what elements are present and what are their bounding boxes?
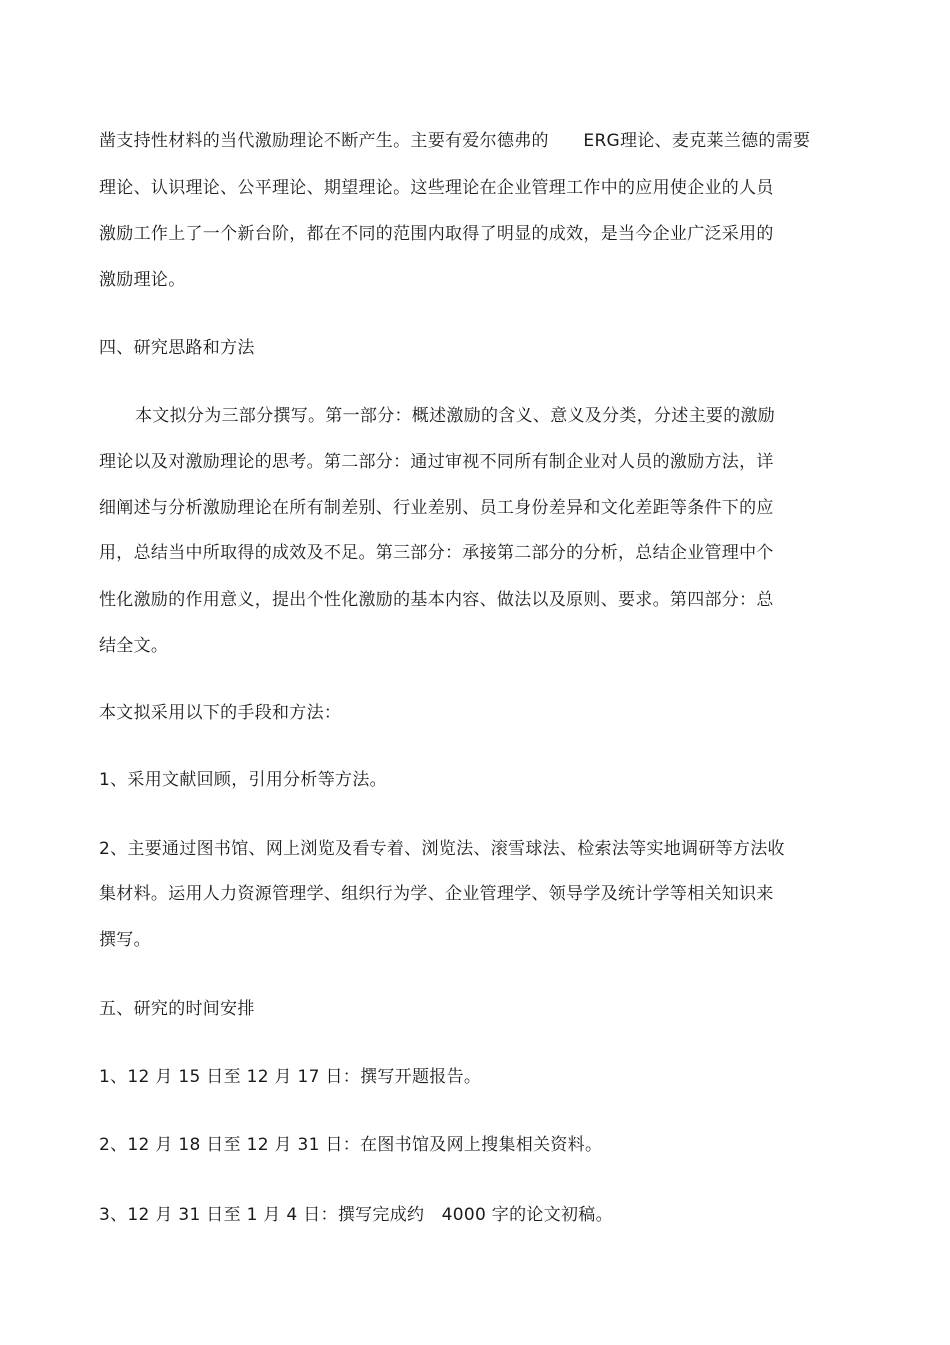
section4-paragraph-line-1: 本文拟分为三部分撰写。第一部分：概述激励的含义、意义及分类，分述主要的激励 — [135, 406, 776, 426]
section4-paragraph-line-4: 用，总结当中所取得的成效及不足。第三部分：承接第二部分的分析，总结企业管理中个 — [99, 543, 774, 563]
intro-line-4: 激励理论。 — [99, 270, 186, 290]
method-item-2-line-1: 2、主要通过图书馆、网上浏览及看专着、浏览法、滚雪球法、检索法等实地调研等方法收 — [99, 839, 785, 859]
section4-heading: 四、研究思路和方法 — [99, 338, 255, 358]
method-item-2-line-2: 集材料。运用人力资源管理学、组织行为学、企业管理学、领导学及统计学等相关知识来 — [99, 884, 774, 904]
section4-paragraph-line-3: 细阐述与分析激励理论在所有制差别、行业差别、员工身份差异和文化差距等条件下的应 — [99, 498, 774, 518]
schedule-item-3: 3、12 月 31 日至 1 月 4 日：撰写完成约 4000 字的论文初稿。 — [99, 1205, 613, 1225]
intro-line-3: 激励工作上了一个新台阶，都在不同的范围内取得了明显的成效，是当今企业广泛采用的 — [99, 224, 774, 244]
schedule-item-2: 2、12 月 18 日至 12 月 31 日：在图书馆及网上搜集相关资料。 — [99, 1135, 603, 1155]
method-item-1: 1、采用文献回顾，引用分析等方法。 — [99, 770, 387, 790]
intro-line-1: 凿支持性材料的当代激励理论不断产生。主要有爱尔德弗的 ERG理论、麦克莱兰德的需要 — [99, 131, 811, 151]
methods-intro: 本文拟采用以下的手段和方法： — [99, 703, 342, 723]
intro-line-2: 理论、认识理论、公平理论、期望理论。这些理论在企业管理工作中的应用使企业的人员 — [99, 178, 774, 198]
section4-paragraph-line-2: 理论以及对激励理论的思考。第二部分：通过审视不同所有制企业对人员的激励方法，详 — [99, 452, 774, 472]
method-item-2-line-3: 撰写。 — [99, 930, 151, 950]
section4-paragraph-line-6: 结全文。 — [99, 636, 169, 656]
section4-paragraph-line-5: 性化激励的作用意义，提出个性化激励的基本内容、做法以及原则、要求。第四部分：总 — [99, 590, 774, 610]
section5-heading: 五、研究的时间安排 — [99, 999, 255, 1019]
schedule-item-1: 1、12 月 15 日至 12 月 17 日：撰写开题报告。 — [99, 1067, 482, 1087]
